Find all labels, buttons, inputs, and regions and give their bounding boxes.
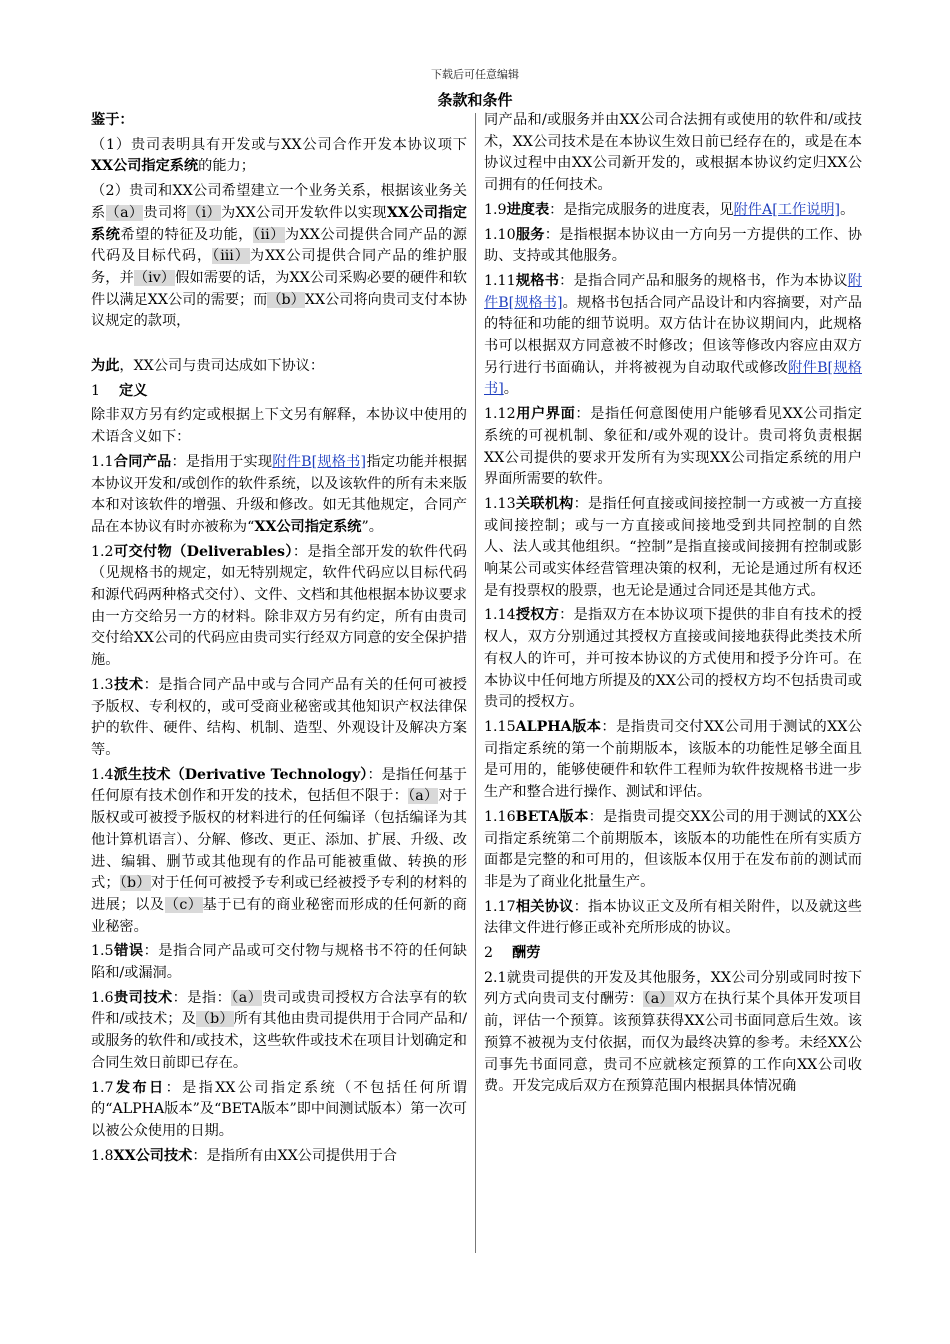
def-term: 相关协议 bbox=[515, 898, 574, 915]
marker-a: （a） bbox=[643, 991, 674, 1008]
def-text: 指定功能并根据本协议开发和/或创作的软件系统，以及该软件的所有未来版本和对该软件的增强、升级和修改。如无其他规定，合同产品在本协议有时亦被称为“ bbox=[91, 453, 467, 535]
def-text: ：指本协议正文及所有相关附件，以及就这些法律文件进行修正或补充所形成的协议。 bbox=[484, 898, 862, 937]
marker-iii: （iii） bbox=[212, 248, 250, 265]
def-number: 1.4 bbox=[91, 766, 114, 783]
def-term: 用户界面 bbox=[515, 406, 576, 423]
def-number: 1.10 bbox=[484, 226, 516, 243]
def-text: ：是指任何意图使用户能够看见XX公司指定系统的可视机制、象征和/或外观的设计。贵司将负责根据XX公司提供的要求开发所有为实现XX公司指定系统的用户界面所需要的软件。 bbox=[484, 406, 862, 488]
def-text: ：是指贵司提交XX公司的用于测试的XX公司指定系统第二个前期版本，该版本的功能性在所有实质方面都是完整的和可用的，但该版本仅用于在发布前的测试而非是为了商业化批量生产。 bbox=[484, 808, 862, 890]
clause-text: 双方在执行某个具体开发项目前，评估一个预算。该预算获得XX公司书面同意后生效。该预算不被视为支付依据，而仅为最终决算的参考。未经XX公司事先书面同意，贵司不应就核定预算的工作向XX公司收费。开发完成后双方在预算范围内根据具体情况确 bbox=[484, 991, 862, 1095]
def-term: 进度表 bbox=[506, 201, 550, 218]
def-text: 贵司或贵司授权方合法享有的软件和/或技术；及 bbox=[91, 989, 467, 1028]
appendix-a-link[interactable]: 附件A[工作说明] bbox=[733, 201, 841, 218]
def-term: 发布日 bbox=[113, 1079, 166, 1096]
definition-1-3 bbox=[91, 675, 467, 762]
marker-i: （i） bbox=[187, 204, 221, 221]
def-number: 1.12 bbox=[484, 406, 516, 423]
def-number: 1.2 bbox=[91, 543, 114, 560]
definition-1-11 bbox=[484, 271, 862, 401]
recital-2-text-b: 贵司将 bbox=[143, 204, 188, 221]
def-text: 对于任何可被授予专利或已经被授予专利的材料的进展；以及 bbox=[91, 875, 467, 913]
definition-1-5 bbox=[91, 941, 467, 984]
def-text: ：是指合同产品中或与合同产品有关的任何可被授予版权、专利权的，或可受商业秘密或其他知识产权法律保护的软件、硬件、结构、机制、造型、外观设计及解决方案等。 bbox=[91, 676, 467, 758]
def-term: 关联机构 bbox=[515, 495, 574, 512]
def-number: 1.1 bbox=[91, 453, 114, 470]
recital-1-system: XX公司指定系统 bbox=[91, 158, 199, 175]
definition-1-6 bbox=[91, 988, 467, 1075]
def-term: XX公司技术 bbox=[113, 1147, 193, 1164]
def-number: 1.8 bbox=[91, 1147, 114, 1164]
definition-1-16 bbox=[484, 807, 862, 894]
definition-1-13 bbox=[484, 494, 862, 603]
whereas-label bbox=[91, 110, 467, 132]
def-text: 。规格书包括合同产品设计和内容摘要，对产品的特征和功能的细节说明。双方估计在协议期间内，此规格书可以根据双方同意被不时修改；但该等修改内容应由双方另行进行书面确认，并将被视为自动取代或修改 bbox=[484, 294, 862, 376]
def-number: 1.3 bbox=[91, 676, 114, 693]
def-term: 授权方 bbox=[515, 607, 560, 624]
clause-text: 2.1就贵司提供的开发及其他服务，XX公司分别或同时按下列方式向贵司支付酬劳： bbox=[484, 969, 862, 1008]
section-1-title: 定义 bbox=[119, 382, 148, 399]
def-text: ：是指任何直接或间接控制一方或被一方直接或间接控制；或与一方直接或间接地受到共同控制的自然人、法人或其他组织。“控制”是指直接或间接拥有控制或影响某公司或实体经营管理决策的权利，无论是通过所有权还是有投票权的股票，也无论是通过合同还是其他方式。 bbox=[484, 495, 862, 599]
def-text: ：是指贵司交付XX公司用于测试的XX公司指定系统的第一个前期版本，该版本的功能性足够全面且是可用的，能够使硬件和软件工程师为软件按规格书进一步生产和整合进行操作、测试和评估。 bbox=[484, 718, 862, 801]
recital-2-text-e: 希望的特征及功能， bbox=[120, 226, 253, 243]
def-text: ：是指根据本协议由一方向另一方提供的工作、协助、支持或其他服务。 bbox=[484, 226, 862, 265]
clause-2-1 bbox=[484, 968, 862, 1098]
def-system: XX公司指定系统 bbox=[254, 518, 362, 535]
appendix-b-link[interactable]: 附件B[规格书] bbox=[272, 453, 367, 470]
therefore-text: ，XX公司与贵司达成如下协议： bbox=[119, 358, 325, 375]
definition-1-4 bbox=[91, 765, 467, 939]
marker-ii: （ii） bbox=[252, 226, 285, 243]
section-2-title: 酬劳 bbox=[512, 945, 541, 962]
def-term: 错误 bbox=[113, 943, 144, 960]
def-number: 1.11 bbox=[484, 272, 516, 289]
definition-1-7 bbox=[91, 1078, 467, 1143]
def-text: 。 bbox=[503, 381, 518, 398]
def-text: ：是指用于实现 bbox=[171, 453, 273, 470]
marker-iv: （iv） bbox=[133, 269, 176, 286]
definition-1-8 bbox=[91, 1146, 467, 1168]
def-number: 1.15 bbox=[484, 718, 516, 735]
recital-1-text-a: （1）贵司表明具有开发或与XX公司合作开发本协议项下 bbox=[91, 136, 467, 153]
def-number: 1.5 bbox=[91, 943, 114, 960]
def-text: ：是指任何基于任何原有技术创作和开发的技术，包括但不限于： bbox=[91, 766, 467, 805]
def-text: ：是指双方在本协议项下提供的非自有技术的授权人，双方分别通过其授权方直接或间接地获得此类技术所有权人的许可，并可按本协议的方式使用和授予分许可。在本协议中任何地方所提及的XX公司的授权方均不包括贵司或贵司的授权方。 bbox=[484, 607, 862, 711]
def-text: 所有其他由贵司提供用于合同产品和/或服务的软件和/或技术，这些软件或技术在项目计划确定和合同生效日前即已存在。 bbox=[91, 1011, 468, 1071]
marker-c: （c） bbox=[164, 896, 203, 913]
recital-2-text-h: 假如需要的话，为XX公司采购必要的硬件和软件以满足XX公司的需要；而 bbox=[91, 269, 467, 308]
def-term: ALPHA版本 bbox=[515, 718, 602, 735]
def-text: ：是指所有由XX公司提供用于合 bbox=[192, 1147, 397, 1164]
def-text: ：是指全部开发的软件代码（见规格书的规定，如无特别规定，软件代码应以目标代码和源代码两种格式交付）、文件、文档和其他根据本协议要求由一方交给另一方的材料。除非双方另有约定，所有由贵司交付给XX公司的代码应由贵司实行经双方同意的安全保护措施。 bbox=[91, 543, 467, 669]
def-term: 服务 bbox=[515, 226, 545, 243]
def-term: BETA版本 bbox=[515, 808, 589, 825]
recital-2-text-g: 为XX公司提供合同产品的维护服务，并 bbox=[91, 248, 467, 286]
def-term: 技术 bbox=[113, 676, 144, 693]
document-title: 条款和条件 bbox=[437, 91, 513, 109]
definitions-intro: 除非双方另有约定或根据上下文另有解释，本协议中使用的术语含义如下： bbox=[91, 407, 467, 446]
recital-2 bbox=[91, 181, 467, 333]
definition-1-8-continued: 同产品和/或服务并由XX公司合法拥有或使用的软件和/或技术，XX公司技术是在本协议生效日前已经存在的，或是在本协议过程中由XX公司新开发的，或根据本协议约定归XX公司拥有的任何技术。 bbox=[484, 112, 862, 194]
appendix-b-link[interactable]: 附件B[规格书] bbox=[484, 272, 862, 311]
marker-b: （b） bbox=[267, 291, 305, 308]
def-number: 1.17 bbox=[484, 898, 516, 915]
def-term: 规格书 bbox=[515, 272, 560, 289]
def-number: 1.9 bbox=[484, 201, 507, 218]
def-text: 。 bbox=[840, 201, 855, 218]
def-number: 1.6 bbox=[91, 989, 114, 1006]
def-number: 1.13 bbox=[484, 495, 516, 512]
def-text: ：是指XX公司指定系统（不包括任何所谓的“ALPHA版本”及“BETA版本”即中间测试版本）第一次可以被公众使用的日期。 bbox=[91, 1079, 467, 1139]
section-1-heading bbox=[91, 381, 467, 403]
def-term: 贵司技术 bbox=[113, 989, 173, 1006]
recital-2-text-c: 为XX公司开发软件以实现 bbox=[220, 204, 387, 221]
recital-2-text-i: XX公司将向贵司支付本协议规定的款项， bbox=[91, 291, 467, 330]
definition-1-1 bbox=[91, 452, 467, 539]
section-2-heading bbox=[484, 943, 862, 965]
def-number: 1.14 bbox=[484, 607, 516, 624]
therefore-clause bbox=[91, 356, 467, 378]
therefore-label: 为此 bbox=[91, 358, 120, 375]
def-text: ：是指完成服务的进度表，见 bbox=[549, 201, 734, 218]
definition-1-14 bbox=[484, 605, 862, 714]
left-column bbox=[91, 110, 467, 1170]
def-number: 1.16 bbox=[484, 808, 516, 825]
appendix-b-link[interactable]: 附件B[规格书] bbox=[484, 359, 862, 398]
def-number: 1.7 bbox=[91, 1079, 114, 1096]
marker-a: （a） bbox=[407, 788, 439, 805]
def-text: ：是指合同产品或可交付物与规格书不符的任何缺陷和/或漏洞。 bbox=[91, 943, 467, 982]
marker-b: （b） bbox=[119, 875, 151, 892]
def-text: ：是指： bbox=[172, 989, 232, 1006]
def-text: ：是指合同产品和服务的规格书，作为本协议 bbox=[559, 272, 848, 289]
section-2-number: 2 bbox=[484, 945, 494, 962]
def-text: ”。 bbox=[361, 518, 383, 535]
spacer bbox=[91, 336, 467, 356]
download-note: 下载后可任意编辑 bbox=[431, 68, 519, 81]
def-text: 基于已有的商业秘密而形成的任何新的商业秘密。 bbox=[91, 896, 467, 935]
def-text: 对于版权或可被授予版权的材料进行的任何编译（包括编译为其他计算机语言）、分解、修改、更正、添加、扩展、升级、改进、编辑、删节或其他现有的作品可能被重做、转换的形式； bbox=[91, 788, 467, 892]
recital-2-text-f: 为XX公司提供合同产品的源代码及目标代码， bbox=[91, 226, 467, 265]
right-column bbox=[484, 110, 862, 1101]
marker-b: （b） bbox=[195, 1011, 234, 1028]
recital-2-text-a: （2）贵司和XX公司希望建立一个业务关系，根据该业务关系 bbox=[91, 183, 467, 221]
definition-1-10 bbox=[484, 225, 862, 268]
def-term: 合同产品 bbox=[113, 453, 172, 470]
marker-a: （a） bbox=[231, 989, 263, 1006]
definition-1-9 bbox=[484, 200, 862, 222]
definition-1-12 bbox=[484, 404, 862, 491]
recital-2-system: XX公司指定系统 bbox=[91, 204, 467, 243]
recital-1-text-c: 的能力； bbox=[198, 158, 255, 175]
def-term: 可交付物（Deliverables） bbox=[113, 543, 293, 560]
section-1-number: 1 bbox=[91, 382, 101, 399]
column-divider bbox=[475, 113, 476, 1253]
definition-1-2 bbox=[91, 542, 467, 672]
definition-1-15 bbox=[484, 717, 862, 804]
marker-a: （a） bbox=[105, 204, 144, 221]
whereas-text: 鉴于： bbox=[91, 112, 134, 128]
recital-1 bbox=[91, 135, 467, 178]
definition-1-17 bbox=[484, 897, 862, 940]
def-term: 派生技术（Derivative Technology） bbox=[113, 766, 368, 783]
